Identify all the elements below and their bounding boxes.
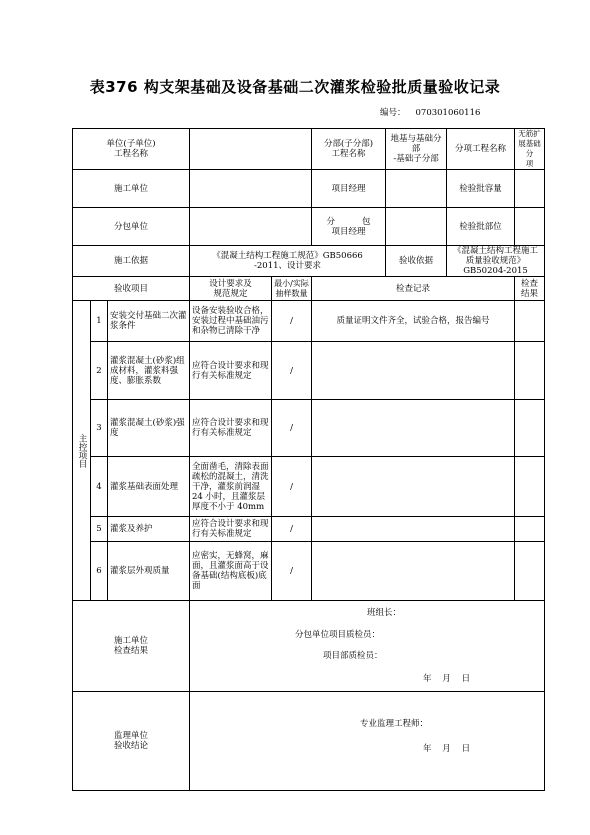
subcontractor-label: 分包单位	[73, 208, 190, 246]
column-header-row	[73, 277, 545, 301]
sub-division-label: 分部(子分部) 工程名称	[312, 129, 386, 170]
row-no: 2	[91, 342, 108, 400]
row-no: 6	[91, 542, 108, 601]
construction-check-row	[73, 601, 545, 692]
batch-location-label: 检验批部位	[447, 208, 515, 246]
project-inspector-label: 项目部质检员：	[323, 651, 383, 661]
construction-signatures	[190, 601, 544, 691]
row-result[interactable]	[515, 517, 545, 542]
row-no: 5	[91, 517, 108, 542]
supervision-row	[73, 692, 545, 791]
table-row	[73, 457, 545, 517]
sub-manager-value[interactable]	[386, 208, 447, 246]
sub-division-value: 地基与基础分部 -基础子分部	[386, 129, 447, 170]
row-sampling: /	[272, 457, 312, 517]
row-design: 应符合设计要求和现行有关标准规定	[190, 342, 272, 400]
basis-label: 施工依据	[73, 246, 190, 277]
acceptance-table	[72, 128, 545, 791]
row-no: 4	[91, 457, 108, 517]
row-result[interactable]	[515, 301, 545, 342]
construction-unit-label: 施工单位	[73, 170, 190, 208]
supervision-date: 年 月 日	[423, 744, 471, 754]
row-result[interactable]	[515, 457, 545, 517]
row-record[interactable]	[312, 342, 515, 400]
code-value: 070301060116	[415, 108, 481, 118]
unit-name-label: 单位(子单位) 工程名称	[73, 129, 190, 170]
col-record: 检查记录	[312, 277, 515, 301]
col-design: 设计要求及 规范规定	[190, 277, 272, 301]
row-item: 灌浆混凝土(砂浆)强度	[108, 400, 190, 457]
row-item: 灌浆及养护	[108, 517, 190, 542]
supervision-engineer-label: 专业监理工程师：	[360, 719, 429, 729]
row-record[interactable]	[312, 517, 515, 542]
sub-manager-label	[312, 208, 386, 246]
sub-inspector-label: 分包单位项目质检员：	[295, 630, 381, 640]
unit-name-value[interactable]	[190, 129, 312, 170]
row-result[interactable]	[515, 542, 545, 601]
row-sampling: /	[272, 342, 312, 400]
sub-manager-label-line2: 项目经理	[331, 226, 366, 237]
row-design: 全面凿毛，清除表面疏松的混凝土，清洗干净，灌浆前润湿 24 小时，且灌浆层厚度不小于 40mm	[190, 457, 272, 517]
construction-unit-value[interactable]	[190, 170, 312, 208]
main-control-group-text: 主控项目	[77, 433, 87, 468]
construction-check-area[interactable]	[190, 601, 545, 692]
table-row	[73, 542, 545, 601]
form-code	[380, 106, 490, 118]
code-label: 编号：	[380, 108, 406, 118]
row-sampling: /	[272, 301, 312, 342]
row-record[interactable]	[312, 542, 515, 601]
table-row	[73, 301, 545, 342]
sub-manager-label-line1: 分 包	[326, 216, 371, 227]
row-design: 设备安装验收合格，安装过程中基础油污和杂物已清除干净	[190, 301, 272, 342]
unit-name-row	[73, 129, 545, 170]
subcontractor-value[interactable]	[190, 208, 312, 246]
supervision-area[interactable]	[190, 692, 545, 791]
row-sampling: /	[272, 542, 312, 601]
sub-item-value: 无筋扩展基础分 项	[515, 129, 545, 170]
row-sampling: /	[272, 517, 312, 542]
row-result[interactable]	[515, 342, 545, 400]
batch-capacity-label: 检验批容量	[447, 170, 515, 208]
row-item: 灌浆层外观质量	[108, 542, 190, 601]
row-no: 1	[91, 301, 108, 342]
construction-unit-row	[73, 170, 545, 208]
col-sampling: 最小/实际 抽样数量	[272, 277, 312, 301]
subcontractor-row	[73, 208, 545, 246]
col-item: 验收项目	[73, 277, 190, 301]
table-row	[73, 400, 545, 457]
row-item: 安装交付基础二次灌浆条件	[108, 301, 190, 342]
batch-location-value[interactable]	[515, 208, 545, 246]
acceptance-basis-value: 《混凝土结构工程施工质量验收规范》 GB50204-2015	[447, 246, 545, 277]
page-title: 表376 构支架基础及设备基础二次灌浆检验批质量验收记录	[89, 78, 501, 96]
col-result: 检查 结果	[515, 277, 545, 301]
project-manager-value[interactable]	[386, 170, 447, 208]
batch-capacity-value[interactable]	[515, 170, 545, 208]
row-design: 应符合设计要求和现行有关标准规定	[190, 400, 272, 457]
supervision-signatures	[190, 692, 544, 790]
row-item: 灌浆基础表面处理	[108, 457, 190, 517]
row-item: 灌浆混凝土(砂浆)组成材料，灌浆料强度、膨胀系数	[108, 342, 190, 400]
main-control-group-label	[73, 301, 91, 601]
row-record[interactable]	[312, 400, 515, 457]
table-row	[73, 342, 545, 400]
row-record[interactable]	[312, 457, 515, 517]
team-leader-label: 班组长：	[367, 608, 402, 618]
acceptance-basis-label: 验收依据	[386, 246, 447, 277]
table-row	[73, 517, 545, 542]
basis-value: 《混凝土结构工程施工规范》GB50666 -2011、设计要求	[190, 246, 386, 277]
project-manager-label: 项目经理	[312, 170, 386, 208]
construction-check-label: 施工单位 检查结果	[73, 601, 190, 692]
row-no: 3	[91, 400, 108, 457]
sub-item-label: 分项工程名称	[447, 129, 515, 170]
basis-row	[73, 246, 545, 277]
row-sampling: /	[272, 400, 312, 457]
row-design: 应密实，无蜂窝，麻面，且灌浆面高于设备基础(结构底板)底面	[190, 542, 272, 601]
supervision-label: 监理单位 验收结论	[73, 692, 190, 791]
row-record[interactable]: 质量证明文件齐全，试验合格，报告编号	[312, 301, 515, 342]
construction-date: 年 月 日	[423, 674, 471, 684]
row-result[interactable]	[515, 400, 545, 457]
row-design: 应符合设计要求和现行有关标准规定	[190, 517, 272, 542]
